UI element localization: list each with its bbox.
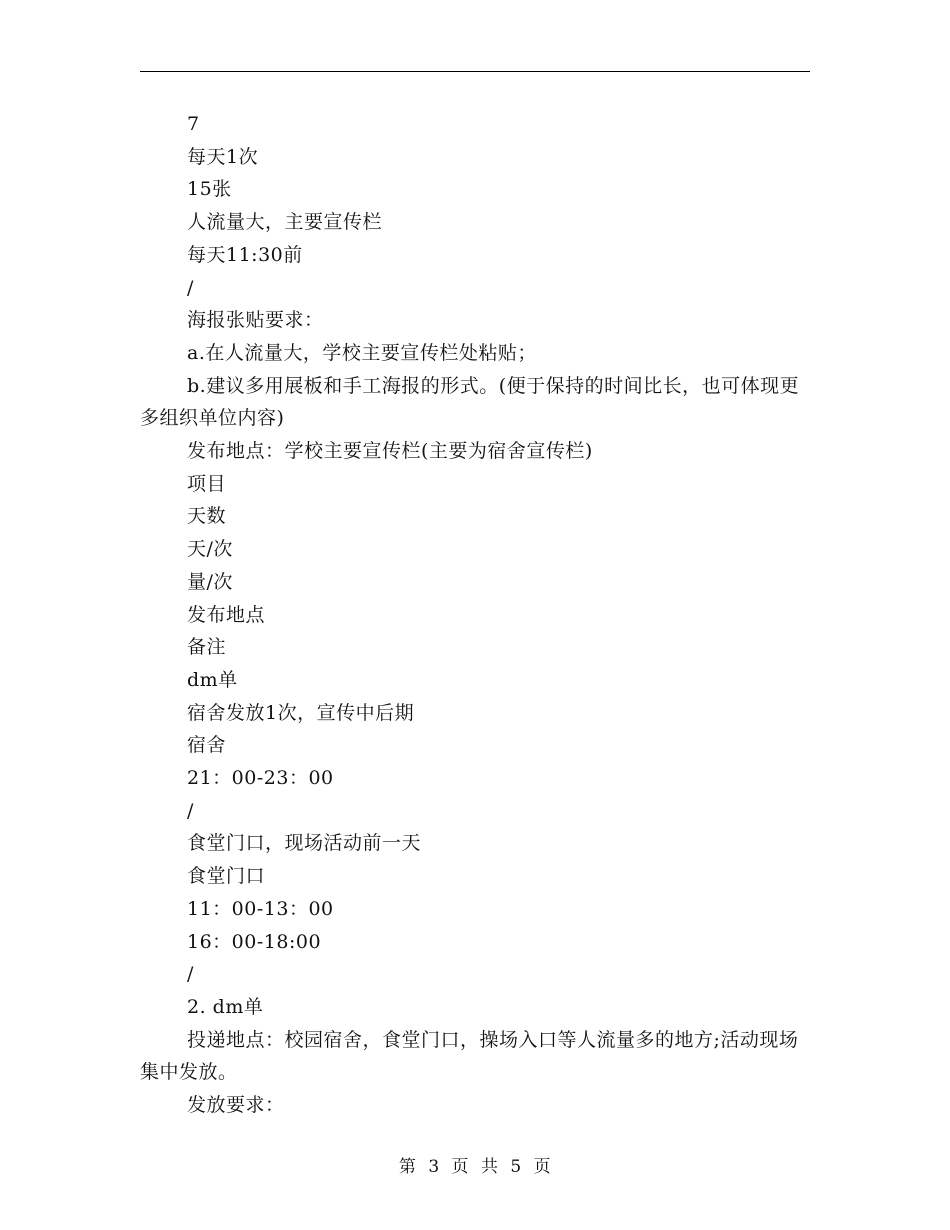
text-line: 发放要求：: [187, 1094, 285, 1117]
section-heading: 海报张贴要求：: [187, 309, 324, 332]
text-line: 宿舍发放1次，宣传中后期: [187, 701, 415, 724]
page-number-footer: 第 3 页 共 5 页: [398, 1157, 552, 1177]
text-line: 21：00-23：00: [187, 767, 334, 790]
text-line: 人流量大，主要宣传栏: [187, 211, 383, 234]
text-line: 量/次: [187, 570, 233, 593]
text-line: 每天11:30前: [187, 243, 303, 266]
text-line: 项目: [187, 472, 227, 495]
header-rule: [140, 71, 810, 72]
text-line: 备注: [187, 636, 227, 659]
requirement-item: b.建议多用展板和手工海报的形式。(便于保持的时间比长，也可体现更多组织单位内容): [140, 374, 800, 430]
text-line: 11：00-13：00: [187, 897, 334, 920]
text-line: 发布地点: [187, 603, 266, 626]
text-line: /: [187, 963, 194, 986]
text-line: 16：00-18:00: [187, 930, 322, 953]
page-body: [140, 108, 810, 1122]
text-line: /: [187, 276, 194, 299]
text-line: dm单: [187, 668, 238, 691]
requirement-item: a.在人流量大，学校主要宣传栏处粘贴；: [187, 341, 537, 364]
text-line: 7: [187, 113, 200, 135]
text-line: 天/次: [187, 538, 233, 561]
text-line: 投递地点：校园宿舍，食堂门口，操场入口等人流量多的地方;活动现场集中发放。: [140, 1028, 799, 1084]
text-line: 食堂门口，现场活动前一天: [187, 832, 422, 855]
text-line: /: [187, 799, 194, 822]
text-line: 15张: [187, 178, 232, 201]
text-line: 发布地点：学校主要宣传栏(主要为宿舍宣传栏): [187, 440, 593, 463]
text-line: 宿舍: [187, 734, 227, 757]
text-line: 每天1次: [187, 145, 259, 168]
section-heading: 2. dm单: [187, 995, 264, 1018]
text-line: 天数: [187, 505, 227, 528]
text-line: 食堂门口: [187, 865, 266, 888]
